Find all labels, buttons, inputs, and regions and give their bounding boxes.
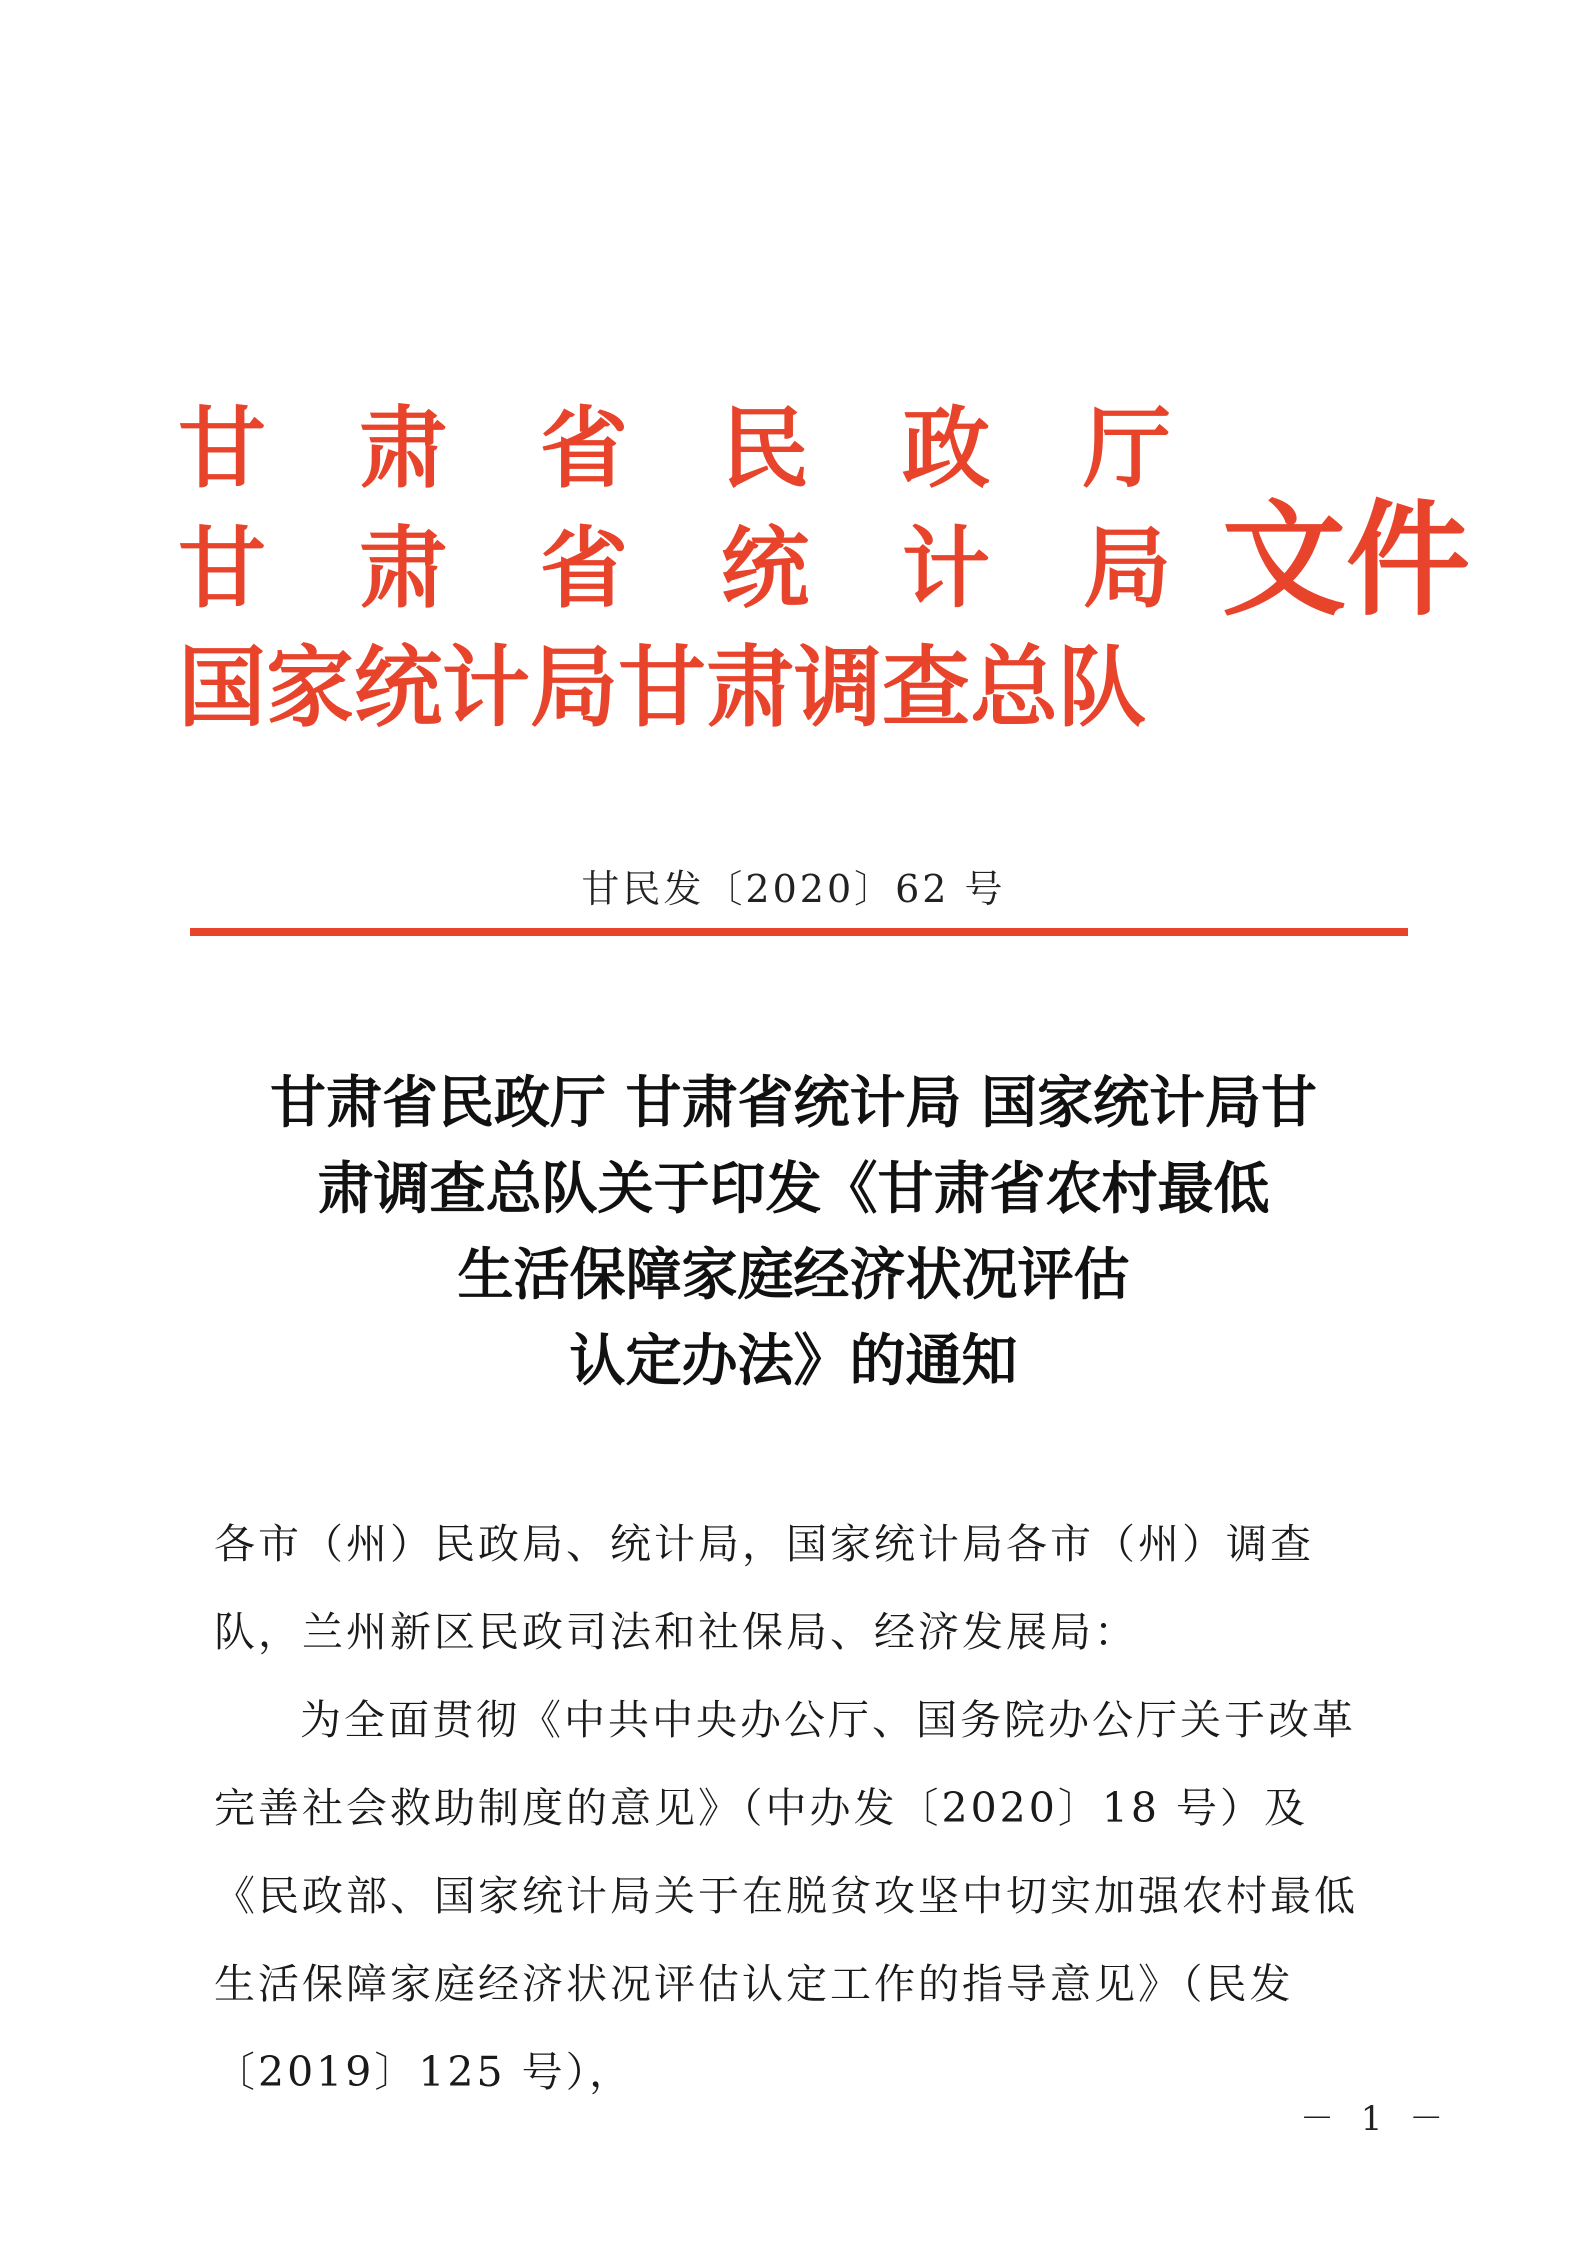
red-divider — [190, 928, 1408, 936]
page-number: － 1 － — [1300, 2099, 1452, 2139]
title-line-2: 肃调查总队关于印发《甘肃省农村最低 — [317, 1156, 1270, 1222]
doc-type-label: 文件 — [1222, 488, 1471, 633]
title-line-3: 生活保障家庭经济状况评估 — [457, 1242, 1130, 1308]
salutation: 各市（州）民政局、统计局，国家统计局各市（州）调查队，兰州新区民政司法和社保局、经济发展局： — [214, 1520, 1314, 1656]
title-line-4: 认定办法》的通知 — [569, 1328, 1018, 1394]
document-title — [0, 1060, 1587, 1404]
title-line-1: 甘肃省民政厅 甘肃省统计局 国家统计局甘 — [270, 1070, 1317, 1136]
body-paragraph-1: 为全面贯彻《中共中央办公厅、国务院办公厅关于改革完善社会救助制度的意见》（中办发〔2020〕18 号）及《民政部、国家统计局关于在脱贫攻坚中切实加强农村最低生活保障家庭经济状况评估认定工作的指导意见》（民发〔2019〕125 号）， — [214, 1696, 1358, 2096]
issuer-survey-team: 国家统计局甘肃调查总队 — [178, 635, 1147, 739]
issuer-statistics-bureau: 甘肃省统计局 — [178, 516, 1265, 620]
issuer-civil-affairs: 甘肃省民政厅 — [178, 396, 1265, 500]
document-number: 甘民发〔2020〕62 号 — [581, 867, 1006, 911]
